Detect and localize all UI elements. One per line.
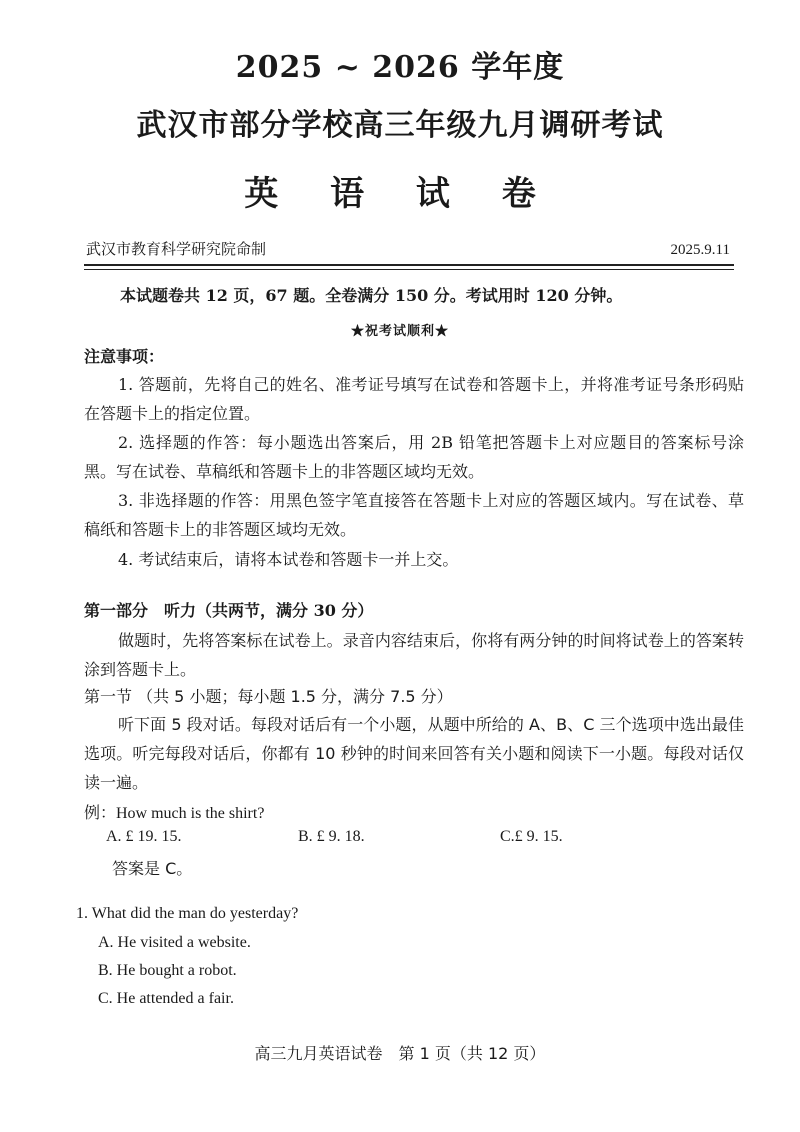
question-1-option-a: A. He visited a website. — [98, 934, 251, 951]
question-1: 1. What did the man do yesterday? — [76, 905, 299, 922]
exam-title: 武汉市部分学校高三年级九月调研考试 — [136, 108, 664, 143]
section1-instruction: 听下面 5 段对话。每段对话后有一个小题，从题中所给的 A、B、C 三个选项中选出最佳选项。听完每段对话后，你都有 10 秒钟的时间来回答有关小题和阅读下一小题。每段对话仅读一遍。 — [84, 715, 744, 792]
example-question: 例：How much is the shirt? — [84, 805, 265, 822]
example-option-b: B. £ 9. 18. — [298, 828, 365, 845]
question-1-option-b: B. He bought a robot. — [98, 962, 237, 979]
note-item: 2. 选择题的作答：每小题选出答案后，用 2B 铅笔把答题卡上对应题目的答案标号涂黑。写在试卷、草稿纸和答题卡上的非答题区域均无效。 — [84, 433, 744, 481]
question-1-option-c: C. He attended a fair. — [98, 990, 234, 1007]
example-answer: 答案是 C。 — [112, 859, 193, 878]
example-option-c: C.£ 9. 15. — [500, 828, 563, 845]
note-item: 1. 答题前，先将自己的姓名、准考证号填写在试卷和答题卡上，并将准考证号条形码贴在答题卡上的指定位置。 — [84, 375, 744, 423]
part1-heading: 第一部分 听力（共两节，满分 30 分） — [84, 601, 374, 620]
example-option-a: A. £ 19. 15. — [106, 828, 182, 845]
note-item: 3. 非选择题的作答：用黑色签字笔直接答在答题卡上对应的答题区域内。写在试卷、草稿纸和答题卡上的非答题区域均无效。 — [84, 491, 744, 539]
organizer: 武汉市教育科学研究院命制 — [86, 240, 267, 258]
subject-title: 英 语 试 卷 — [244, 174, 556, 214]
part1-instruction: 做题时，先将答案标在试卷上。录音内容结束后，你将有两分钟的时间将试卷上的答案转涂到答题卡上。 — [84, 631, 744, 679]
page-footer: 高三九月英语试卷 第 1 页（共 12 页） — [254, 1044, 546, 1063]
notes-heading: 注意事项： — [84, 347, 165, 366]
exam-intro: 本试题卷共 12 页，67 题。全卷满分 150 分。考试用时 120 分钟。 — [120, 286, 623, 305]
header-rule-thin — [84, 269, 734, 270]
header-rule-thick — [84, 264, 734, 266]
school-year-title: 2025 ~ 2026 学年度 — [235, 50, 565, 85]
note-item: 4. 考试结束后，请将本试卷和答题卡一并上交。 — [118, 550, 459, 569]
section1-heading: 第一节 （共 5 小题；每小题 1.5 分，满分 7.5 分） — [84, 687, 453, 706]
good-luck-line: ★祝考试顺利★ — [350, 324, 449, 339]
exam-date: 2025.9.11 — [670, 242, 730, 258]
